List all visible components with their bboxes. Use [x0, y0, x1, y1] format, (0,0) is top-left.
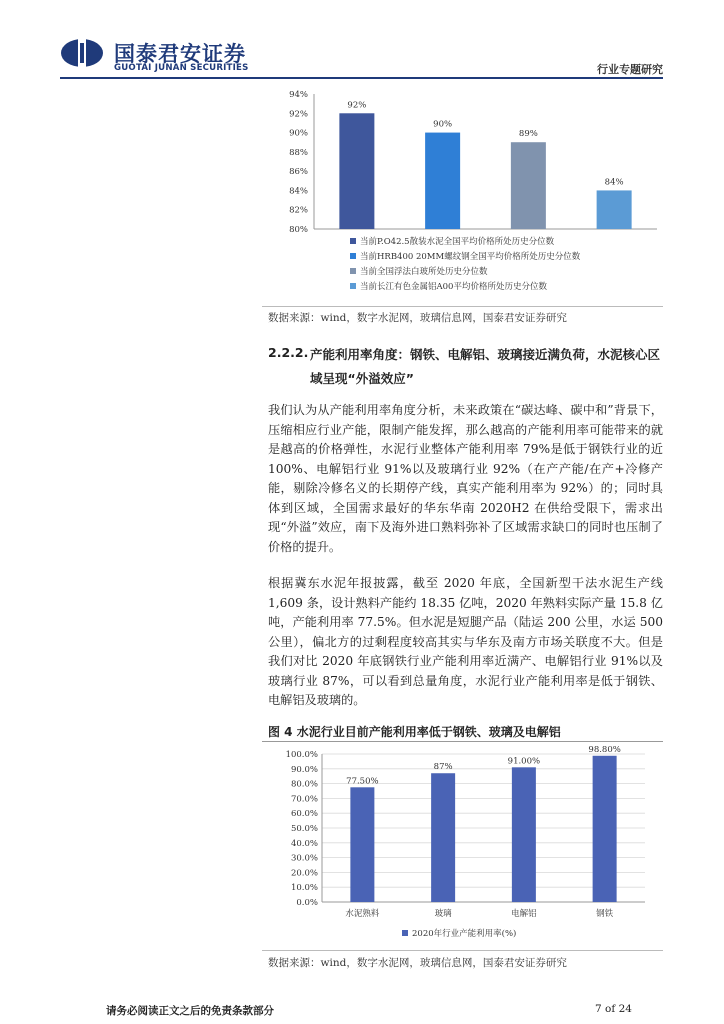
chart1-y-tick-label: 88% — [289, 147, 308, 158]
chart2-y-tick-label: 50.0% — [290, 824, 318, 834]
chart1-legend-swatch — [350, 268, 356, 274]
figure4-title-divider — [262, 741, 663, 742]
logo-english-name: GUOTAI JUNAN SECURITIES — [114, 63, 249, 73]
chart1-bar — [511, 142, 546, 229]
chart1-y-tick-label: 86% — [289, 167, 308, 178]
chart2-category-label: 钢铁 — [596, 909, 614, 919]
chart1-legend-swatch — [350, 238, 356, 244]
chart1-y-tick-label: 94% — [289, 90, 308, 100]
chart1-legend-label: 当前长江有色金属铝A00平均价格所处历史分位数 — [360, 282, 547, 292]
chart1-legend-swatch — [350, 283, 356, 289]
chart1-legend-label: 当前HRB400 20MM螺纹钢全国平均价格所处历史分位数 — [360, 252, 581, 262]
chart2-legend-label: 2020年行业产能利用率(%) — [412, 929, 517, 939]
chart2-legend-swatch — [402, 930, 408, 936]
chart2-data-label: 87% — [433, 762, 453, 773]
report-type-label: 行业专题研究 — [597, 63, 663, 76]
chart2-y-tick-label: 30.0% — [290, 853, 318, 864]
chart2-y-tick-label: 100.0% — [285, 750, 318, 760]
guotai-junan-logo-icon — [60, 38, 104, 68]
chart1-y-tick-label: 90% — [289, 128, 308, 139]
chart1-data-label: 89% — [518, 129, 538, 140]
figure4-title: 图 4 水泥行业目前产能利用率低于钢铁、玻璃及电解铝 — [268, 725, 561, 739]
body-paragraph-1: 我们认为从产能利用率角度分析，未来政策在“碳达峰、碳中和”背景下，压缩相应行业产能，限制产能发挥，那么越高的产能利用率可能带来的就是越高的价格弹性，水泥行业整体产能利用率 79%是低于钢铁行业的近 100%、电解铝行业 91%以及玻璃行业 92%（在产产能/在产+冷修产能，剔除冷修名义的长期停产线，真实产能利用率为 92%）的；同时具体到区域，全国需求最好的华东华南 2020H2 在供给受限下，需求出现“外溢”效应，南下及海外进口熟料弥补了区域需求缺口的同时也压制了价格的提升。 — [268, 403, 663, 554]
chart2-source: 数据来源：wind，数字水泥网，玻璃信息网，国泰君安证券研究 — [268, 957, 567, 969]
chart2-bar — [512, 767, 536, 902]
chart2-data-label: 98.80% — [588, 744, 621, 755]
section-number: 2.2.2. — [268, 345, 309, 360]
chart1-y-tick-label: 92% — [289, 109, 308, 120]
chart1-source: 数据来源：wind，数字水泥网，玻璃信息网，国泰君安证券研究 — [268, 312, 567, 324]
price-percentile-bar-chart — [262, 84, 662, 306]
section-title: 产能利用率角度：钢铁、电解铝、玻璃接近满负荷，水泥核心区域呈现“外溢效应” — [310, 347, 661, 386]
chart2-y-tick-label: 90.0% — [290, 764, 318, 775]
chart2-data-label: 91.00% — [507, 756, 541, 767]
header-divider — [60, 77, 663, 79]
chart2-category-label: 玻璃 — [434, 909, 452, 919]
chart1-data-label: 84% — [604, 177, 624, 188]
chart2-y-tick-label: 0.0% — [296, 898, 318, 908]
page-number: 7 of 24 — [595, 1003, 632, 1015]
chart2-y-tick-label: 70.0% — [290, 794, 318, 805]
chart1-divider — [262, 306, 663, 307]
chart1-bar — [597, 190, 632, 229]
chart2-bar — [350, 787, 374, 902]
logo-chinese-name: 国泰君安证券 — [114, 42, 246, 66]
chart1-bar — [425, 133, 460, 229]
chart2-bar — [593, 756, 617, 902]
capacity-utilization-bar-chart — [262, 744, 662, 944]
chart2-bar — [431, 773, 455, 902]
chart1-legend-swatch — [350, 253, 356, 259]
body-paragraph-2: 根据冀东水泥年报披露，截至 2020 年底，全国新型干法水泥生产线 1,609 条，设计熟料产能约 18.35 亿吨，2020 年熟料实际产量 15.8 亿吨，产能利用率 77.5%。但水泥是短腿产品（陆运 200 公里，水运 500 公里），偏北方的过剩程度较高其实与华东及南方市场关联度不大。但是我们对比 2020 年底钢铁行业产能利用率近满产、电解铝行业 91%以及玻璃行业 87%，可以看到总量角度，水泥行业产能利用率是低于钢铁、电解铝及玻璃的。 — [268, 576, 663, 707]
chart2-y-tick-label: 80.0% — [290, 779, 318, 790]
chart1-data-label: 90% — [433, 119, 453, 130]
footer-disclaimer: 请务必阅读正文之后的免责条款部分 — [106, 1005, 274, 1017]
chart1-bar — [339, 113, 374, 229]
chart2-y-tick-label: 20.0% — [290, 868, 318, 879]
chart2-y-tick-label: 60.0% — [290, 809, 318, 820]
chart1-y-tick-label: 82% — [289, 205, 308, 216]
chart2-y-tick-label: 40.0% — [290, 838, 318, 849]
chart1-data-label: 92% — [347, 100, 367, 111]
chart2-divider — [262, 950, 663, 951]
chart2-category-label: 水泥熟料 — [345, 909, 380, 919]
chart2-category-label: 电解铝 — [511, 909, 537, 919]
chart2-y-tick-label: 10.0% — [290, 883, 318, 894]
chart1-y-tick-label: 84% — [289, 186, 308, 197]
chart1-legend-label: 当前全国浮法白玻所处历史分位数 — [360, 267, 488, 277]
chart1-legend-label: 当前P.O42.5散装水泥全国平均价格所处历史分位数 — [360, 237, 555, 247]
chart1-y-tick-label: 80% — [289, 225, 308, 235]
chart2-data-label: 77.50% — [346, 776, 379, 787]
